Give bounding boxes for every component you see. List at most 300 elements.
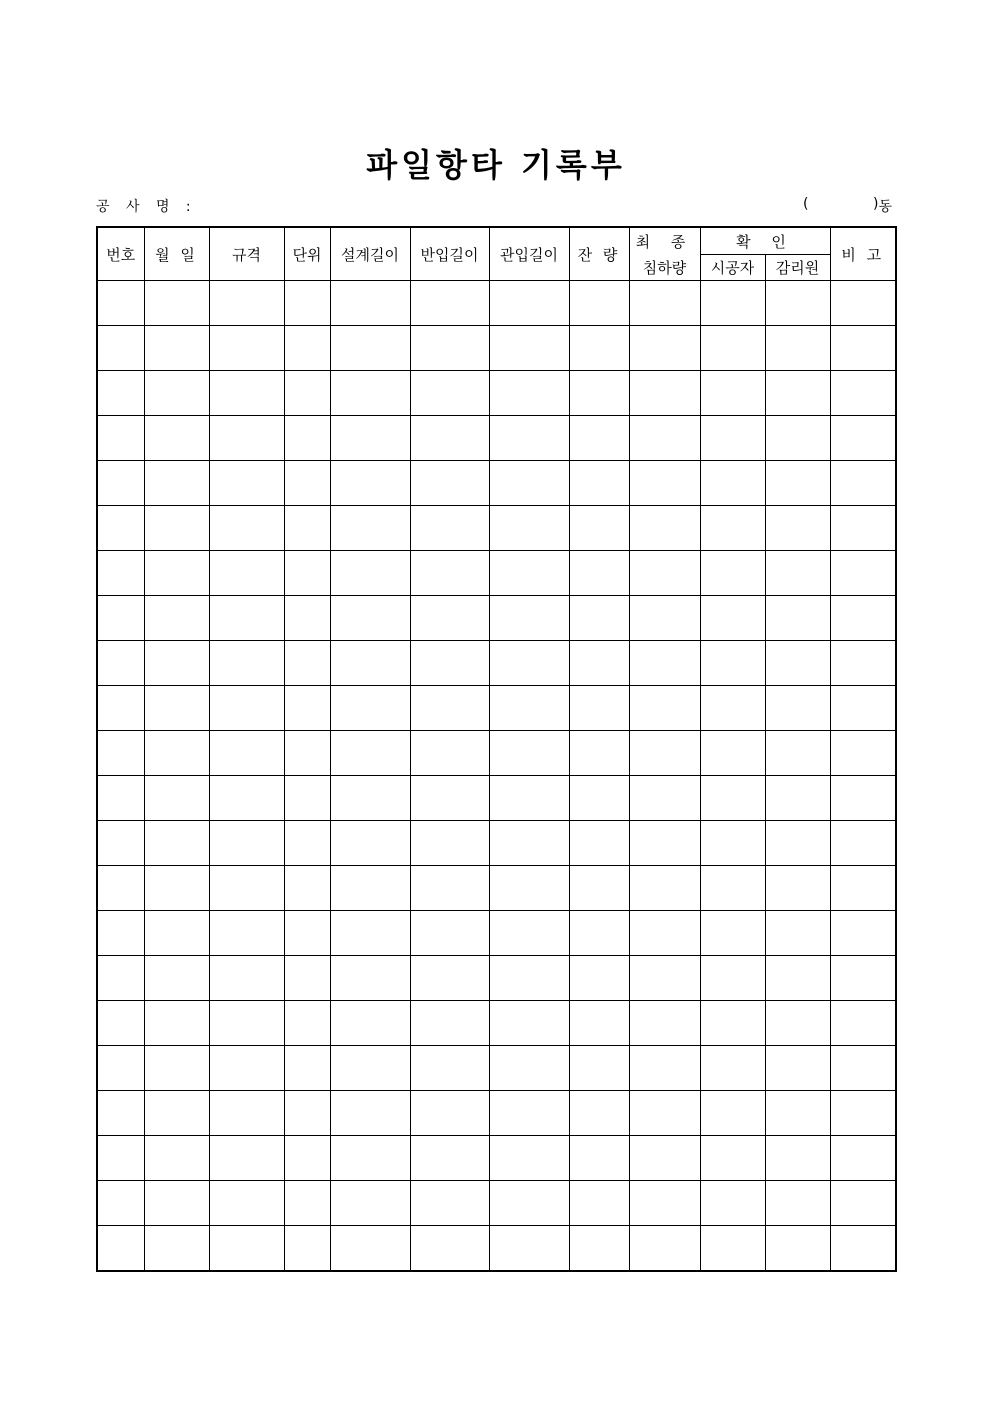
cell-design-length (330, 821, 410, 866)
cell-spec (209, 821, 284, 866)
table-row (97, 506, 896, 551)
cell-driven-length (489, 956, 569, 1001)
cell-settlement (629, 1181, 700, 1226)
cell-spec (209, 686, 284, 731)
cell-design-length (330, 1001, 410, 1046)
cell-supervisor (765, 866, 830, 911)
cell-number (97, 686, 144, 731)
cell-delivered-length (410, 641, 489, 686)
table-row (97, 1001, 896, 1046)
cell-remaining (569, 1046, 629, 1091)
cell-spec (209, 1046, 284, 1091)
table-row (97, 1181, 896, 1226)
cell-unit (284, 821, 330, 866)
table-row (97, 326, 896, 371)
cell-driven-length (489, 281, 569, 326)
cell-driven-length (489, 551, 569, 596)
cell-design-length (330, 731, 410, 776)
cell-remarks (830, 821, 896, 866)
cell-remarks (830, 416, 896, 461)
cell-delivered-length (410, 866, 489, 911)
cell-date (144, 1136, 209, 1181)
cell-number (97, 1046, 144, 1091)
table-row (97, 776, 896, 821)
cell-date (144, 281, 209, 326)
cell-number (97, 506, 144, 551)
cell-driven-length (489, 1136, 569, 1181)
col-header-unit: 단위 (284, 227, 330, 281)
cell-contractor (700, 686, 765, 731)
col-header-contractor: 시공자 (700, 255, 765, 281)
cell-remarks (830, 281, 896, 326)
cell-supervisor (765, 596, 830, 641)
cell-spec (209, 911, 284, 956)
cell-spec (209, 641, 284, 686)
table-row (97, 1226, 896, 1272)
cell-number (97, 551, 144, 596)
cell-supervisor (765, 1091, 830, 1136)
cell-supervisor (765, 956, 830, 1001)
cell-supervisor (765, 776, 830, 821)
cell-remaining (569, 866, 629, 911)
cell-remaining (569, 641, 629, 686)
cell-unit (284, 1001, 330, 1046)
col-header-settlement: 침하량 (629, 255, 700, 281)
cell-remarks (830, 1091, 896, 1136)
table-body (97, 281, 896, 1272)
cell-remarks (830, 776, 896, 821)
cell-date (144, 506, 209, 551)
cell-date (144, 686, 209, 731)
col-header-remaining: 잔 량 (569, 227, 629, 281)
cell-settlement (629, 1091, 700, 1136)
cell-design-length (330, 776, 410, 821)
cell-contractor (700, 281, 765, 326)
cell-contractor (700, 551, 765, 596)
cell-driven-length (489, 596, 569, 641)
table-row (97, 731, 896, 776)
cell-unit (284, 371, 330, 416)
cell-design-length (330, 1091, 410, 1136)
cell-driven-length (489, 1046, 569, 1091)
cell-unit (284, 416, 330, 461)
cell-number (97, 821, 144, 866)
cell-spec (209, 1091, 284, 1136)
cell-date (144, 461, 209, 506)
cell-contractor (700, 371, 765, 416)
cell-driven-length (489, 1091, 569, 1136)
cell-date (144, 1226, 209, 1272)
cell-settlement (629, 731, 700, 776)
cell-contractor (700, 866, 765, 911)
cell-delivered-length (410, 1181, 489, 1226)
cell-delivered-length (410, 1046, 489, 1091)
cell-remarks (830, 1001, 896, 1046)
cell-driven-length (489, 641, 569, 686)
cell-supervisor (765, 1181, 830, 1226)
cell-driven-length (489, 326, 569, 371)
cell-contractor (700, 641, 765, 686)
cell-settlement (629, 371, 700, 416)
cell-settlement (629, 1136, 700, 1181)
cell-remarks (830, 956, 896, 1001)
table-row (97, 641, 896, 686)
cell-settlement (629, 416, 700, 461)
cell-number (97, 1001, 144, 1046)
cell-delivered-length (410, 506, 489, 551)
cell-remarks (830, 1136, 896, 1181)
cell-delivered-length (410, 1136, 489, 1181)
table-row (97, 911, 896, 956)
cell-remarks (830, 1226, 896, 1272)
cell-driven-length (489, 731, 569, 776)
cell-number (97, 416, 144, 461)
cell-unit (284, 911, 330, 956)
cell-supervisor (765, 281, 830, 326)
cell-remarks (830, 911, 896, 956)
building-number-field (803, 196, 892, 216)
cell-remaining (569, 1091, 629, 1136)
cell-contractor (700, 596, 765, 641)
cell-supervisor (765, 461, 830, 506)
cell-settlement (629, 821, 700, 866)
cell-driven-length (489, 866, 569, 911)
cell-unit (284, 956, 330, 1001)
cell-remaining (569, 686, 629, 731)
cell-supervisor (765, 641, 830, 686)
cell-number (97, 596, 144, 641)
cell-contractor (700, 731, 765, 776)
cell-spec (209, 551, 284, 596)
col-header-date: 월 일 (144, 227, 209, 281)
cell-contractor (700, 1046, 765, 1091)
cell-driven-length (489, 416, 569, 461)
cell-settlement (629, 506, 700, 551)
cell-spec (209, 596, 284, 641)
paren-close: ) (873, 196, 879, 212)
col-header-number: 번호 (97, 227, 144, 281)
cell-number (97, 641, 144, 686)
cell-remaining (569, 1181, 629, 1226)
cell-remarks (830, 866, 896, 911)
cell-delivered-length (410, 596, 489, 641)
cell-driven-length (489, 911, 569, 956)
cell-number (97, 731, 144, 776)
col-header-driven-length: 관입길이 (489, 227, 569, 281)
cell-design-length (330, 1136, 410, 1181)
cell-number (97, 776, 144, 821)
cell-remarks (830, 1046, 896, 1091)
cell-number (97, 1226, 144, 1272)
cell-unit (284, 461, 330, 506)
cell-remaining (569, 911, 629, 956)
cell-number (97, 866, 144, 911)
cell-number (97, 461, 144, 506)
col-header-spec: 규격 (209, 227, 284, 281)
cell-design-length (330, 371, 410, 416)
cell-delivered-length (410, 956, 489, 1001)
table-row (97, 821, 896, 866)
cell-settlement (629, 911, 700, 956)
cell-spec (209, 461, 284, 506)
cell-supervisor (765, 416, 830, 461)
cell-spec (209, 1181, 284, 1226)
cell-remarks (830, 686, 896, 731)
cell-remaining (569, 1226, 629, 1272)
cell-supervisor (765, 821, 830, 866)
cell-design-length (330, 956, 410, 1001)
cell-contractor (700, 1001, 765, 1046)
cell-driven-length (489, 506, 569, 551)
table-row (97, 596, 896, 641)
cell-delivered-length (410, 776, 489, 821)
cell-settlement (629, 866, 700, 911)
cell-contractor (700, 821, 765, 866)
cell-remarks (830, 371, 896, 416)
cell-settlement (629, 1046, 700, 1091)
cell-delivered-length (410, 1226, 489, 1272)
cell-date (144, 371, 209, 416)
cell-design-length (330, 866, 410, 911)
cell-design-length (330, 911, 410, 956)
cell-design-length (330, 551, 410, 596)
cell-contractor (700, 1091, 765, 1136)
cell-design-length (330, 641, 410, 686)
cell-spec (209, 866, 284, 911)
cell-remarks (830, 551, 896, 596)
cell-remaining (569, 1136, 629, 1181)
cell-delivered-length (410, 416, 489, 461)
table-row (97, 281, 896, 326)
cell-design-length (330, 326, 410, 371)
pile-driving-record-table (96, 226, 897, 1272)
cell-contractor (700, 326, 765, 371)
paren-open: ( (803, 196, 809, 212)
cell-spec (209, 506, 284, 551)
cell-delivered-length (410, 1091, 489, 1136)
cell-remaining (569, 956, 629, 1001)
cell-spec (209, 1136, 284, 1181)
cell-unit (284, 281, 330, 326)
cell-remarks (830, 731, 896, 776)
cell-unit (284, 1091, 330, 1136)
cell-remarks (830, 641, 896, 686)
cell-date (144, 776, 209, 821)
cell-remaining (569, 461, 629, 506)
cell-date (144, 1001, 209, 1046)
cell-number (97, 281, 144, 326)
cell-number (97, 1091, 144, 1136)
cell-supervisor (765, 911, 830, 956)
cell-delivered-length (410, 821, 489, 866)
cell-delivered-length (410, 371, 489, 416)
cell-unit (284, 551, 330, 596)
col-header-design-length: 설계길이 (330, 227, 410, 281)
cell-contractor (700, 1136, 765, 1181)
cell-supervisor (765, 371, 830, 416)
cell-date (144, 416, 209, 461)
cell-settlement (629, 551, 700, 596)
cell-delivered-length (410, 1001, 489, 1046)
cell-unit (284, 506, 330, 551)
table-row (97, 551, 896, 596)
cell-date (144, 821, 209, 866)
header-line (96, 196, 892, 218)
cell-design-length (330, 596, 410, 641)
cell-spec (209, 326, 284, 371)
cell-supervisor (765, 506, 830, 551)
cell-driven-length (489, 371, 569, 416)
cell-driven-length (489, 1001, 569, 1046)
cell-remaining (569, 416, 629, 461)
cell-date (144, 1046, 209, 1091)
cell-design-length (330, 1226, 410, 1272)
table-row (97, 1091, 896, 1136)
cell-delivered-length (410, 731, 489, 776)
cell-unit (284, 1181, 330, 1226)
cell-driven-length (489, 821, 569, 866)
cell-spec (209, 416, 284, 461)
cell-driven-length (489, 686, 569, 731)
cell-remarks (830, 461, 896, 506)
col-header-final: 최 종 (629, 227, 700, 255)
cell-settlement (629, 1226, 700, 1272)
cell-remaining (569, 821, 629, 866)
cell-unit (284, 596, 330, 641)
cell-supervisor (765, 1136, 830, 1181)
cell-unit (284, 1046, 330, 1091)
cell-contractor (700, 461, 765, 506)
cell-supervisor (765, 686, 830, 731)
cell-settlement (629, 686, 700, 731)
cell-supervisor (765, 1226, 830, 1272)
cell-delivered-length (410, 326, 489, 371)
cell-date (144, 551, 209, 596)
cell-delivered-length (410, 281, 489, 326)
cell-design-length (330, 281, 410, 326)
cell-driven-length (489, 1226, 569, 1272)
cell-unit (284, 866, 330, 911)
cell-contractor (700, 776, 765, 821)
cell-number (97, 371, 144, 416)
cell-number (97, 911, 144, 956)
cell-settlement (629, 956, 700, 1001)
table-row (97, 686, 896, 731)
dong-suffix: 동 (878, 199, 892, 215)
cell-contractor (700, 416, 765, 461)
cell-date (144, 1181, 209, 1226)
cell-unit (284, 641, 330, 686)
cell-spec (209, 1001, 284, 1046)
cell-settlement (629, 596, 700, 641)
cell-unit (284, 326, 330, 371)
cell-spec (209, 731, 284, 776)
cell-remaining (569, 551, 629, 596)
cell-remaining (569, 371, 629, 416)
cell-date (144, 956, 209, 1001)
cell-supervisor (765, 551, 830, 596)
cell-contractor (700, 1226, 765, 1272)
cell-driven-length (489, 1181, 569, 1226)
col-header-delivered-length: 반입길이 (410, 227, 489, 281)
cell-remarks (830, 1181, 896, 1226)
table-row (97, 1046, 896, 1091)
table-row (97, 866, 896, 911)
cell-spec (209, 371, 284, 416)
cell-settlement (629, 326, 700, 371)
cell-date (144, 596, 209, 641)
cell-number (97, 1181, 144, 1226)
cell-supervisor (765, 326, 830, 371)
cell-unit (284, 1226, 330, 1272)
cell-settlement (629, 461, 700, 506)
cell-design-length (330, 1181, 410, 1226)
project-name-label: 공 사 명 : (96, 199, 197, 215)
cell-contractor (700, 956, 765, 1001)
cell-unit (284, 686, 330, 731)
cell-remaining (569, 776, 629, 821)
table-row (97, 461, 896, 506)
col-header-remarks: 비 고 (830, 227, 896, 281)
col-header-confirm: 확 인 (700, 227, 830, 255)
cell-remaining (569, 1001, 629, 1046)
cell-remaining (569, 281, 629, 326)
table-row (97, 956, 896, 1001)
cell-remarks (830, 596, 896, 641)
cell-delivered-length (410, 461, 489, 506)
cell-date (144, 1091, 209, 1136)
table-row (97, 1136, 896, 1181)
cell-delivered-length (410, 686, 489, 731)
cell-driven-length (489, 461, 569, 506)
cell-design-length (330, 416, 410, 461)
cell-date (144, 326, 209, 371)
cell-date (144, 866, 209, 911)
cell-design-length (330, 686, 410, 731)
cell-contractor (700, 1181, 765, 1226)
cell-driven-length (489, 776, 569, 821)
cell-supervisor (765, 1001, 830, 1046)
cell-unit (284, 731, 330, 776)
cell-number (97, 956, 144, 1001)
cell-settlement (629, 641, 700, 686)
cell-remaining (569, 326, 629, 371)
cell-design-length (330, 506, 410, 551)
cell-number (97, 326, 144, 371)
cell-unit (284, 1136, 330, 1181)
table-row (97, 371, 896, 416)
cell-remarks (830, 326, 896, 371)
cell-design-length (330, 461, 410, 506)
cell-date (144, 911, 209, 956)
cell-number (97, 1136, 144, 1181)
cell-settlement (629, 1001, 700, 1046)
cell-settlement (629, 281, 700, 326)
cell-spec (209, 956, 284, 1001)
cell-supervisor (765, 731, 830, 776)
cell-delivered-length (410, 551, 489, 596)
cell-spec (209, 281, 284, 326)
cell-supervisor (765, 1046, 830, 1091)
cell-unit (284, 776, 330, 821)
cell-spec (209, 776, 284, 821)
cell-remaining (569, 506, 629, 551)
cell-delivered-length (410, 911, 489, 956)
cell-spec (209, 1226, 284, 1272)
cell-contractor (700, 911, 765, 956)
cell-contractor (700, 506, 765, 551)
cell-settlement (629, 776, 700, 821)
